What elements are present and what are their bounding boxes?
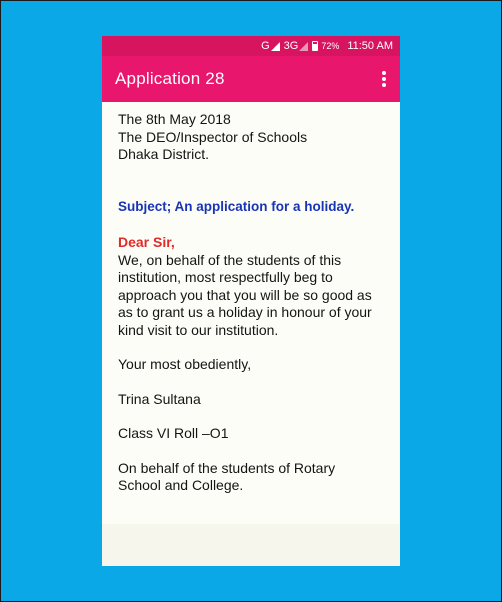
battery-icon (312, 41, 318, 51)
app-title: Application 28 (115, 69, 225, 88)
body-line: We, on behalf of the students of this (118, 251, 342, 268)
letter-content (102, 102, 400, 495)
app-bar (102, 56, 400, 102)
sender-class: Class VI Roll –O1 (118, 425, 229, 441)
sender-org-line-1: On behalf of the students of Rotary (118, 459, 336, 476)
signal-icon (271, 42, 280, 51)
menu-dot (382, 83, 386, 87)
sender-org-line-2: School and College. (118, 477, 244, 493)
body-line: approach you that you will be so good as (118, 286, 372, 303)
sender-name: Trina Sultana (118, 390, 201, 407)
clock: 11:50 AM (347, 40, 393, 52)
phone-screen (102, 36, 400, 566)
letter-salutation: Dear Sir, (118, 234, 175, 250)
letter-date: The 8th May 2018 (118, 111, 231, 127)
menu-dot (382, 71, 386, 75)
signal-weak-icon (299, 42, 308, 51)
network-g (261, 40, 280, 52)
battery-percent: 72% (321, 41, 340, 51)
recipient-line-1: The DEO/Inspector of Schools (118, 128, 308, 145)
network-3g (284, 40, 309, 52)
body-line: kind visit to our institution. (118, 321, 279, 338)
network-g-label: G (261, 40, 270, 52)
letter-body (118, 252, 392, 340)
more-vert-icon[interactable] (382, 71, 386, 87)
status-bar (102, 36, 400, 56)
body-line: as to grant us a holiday in honour of your (118, 304, 372, 320)
letter-subject: Subject; An application for a holiday. (118, 198, 355, 214)
network-3g-label: 3G (283, 40, 299, 52)
battery (312, 41, 339, 51)
menu-dot (382, 77, 386, 81)
letter-closing: Your most obediently, (118, 356, 252, 372)
body-line: institution, most respectfully beg to (118, 269, 333, 285)
recipient-line-2: Dhaka District. (118, 146, 210, 162)
bottom-area (102, 524, 400, 566)
